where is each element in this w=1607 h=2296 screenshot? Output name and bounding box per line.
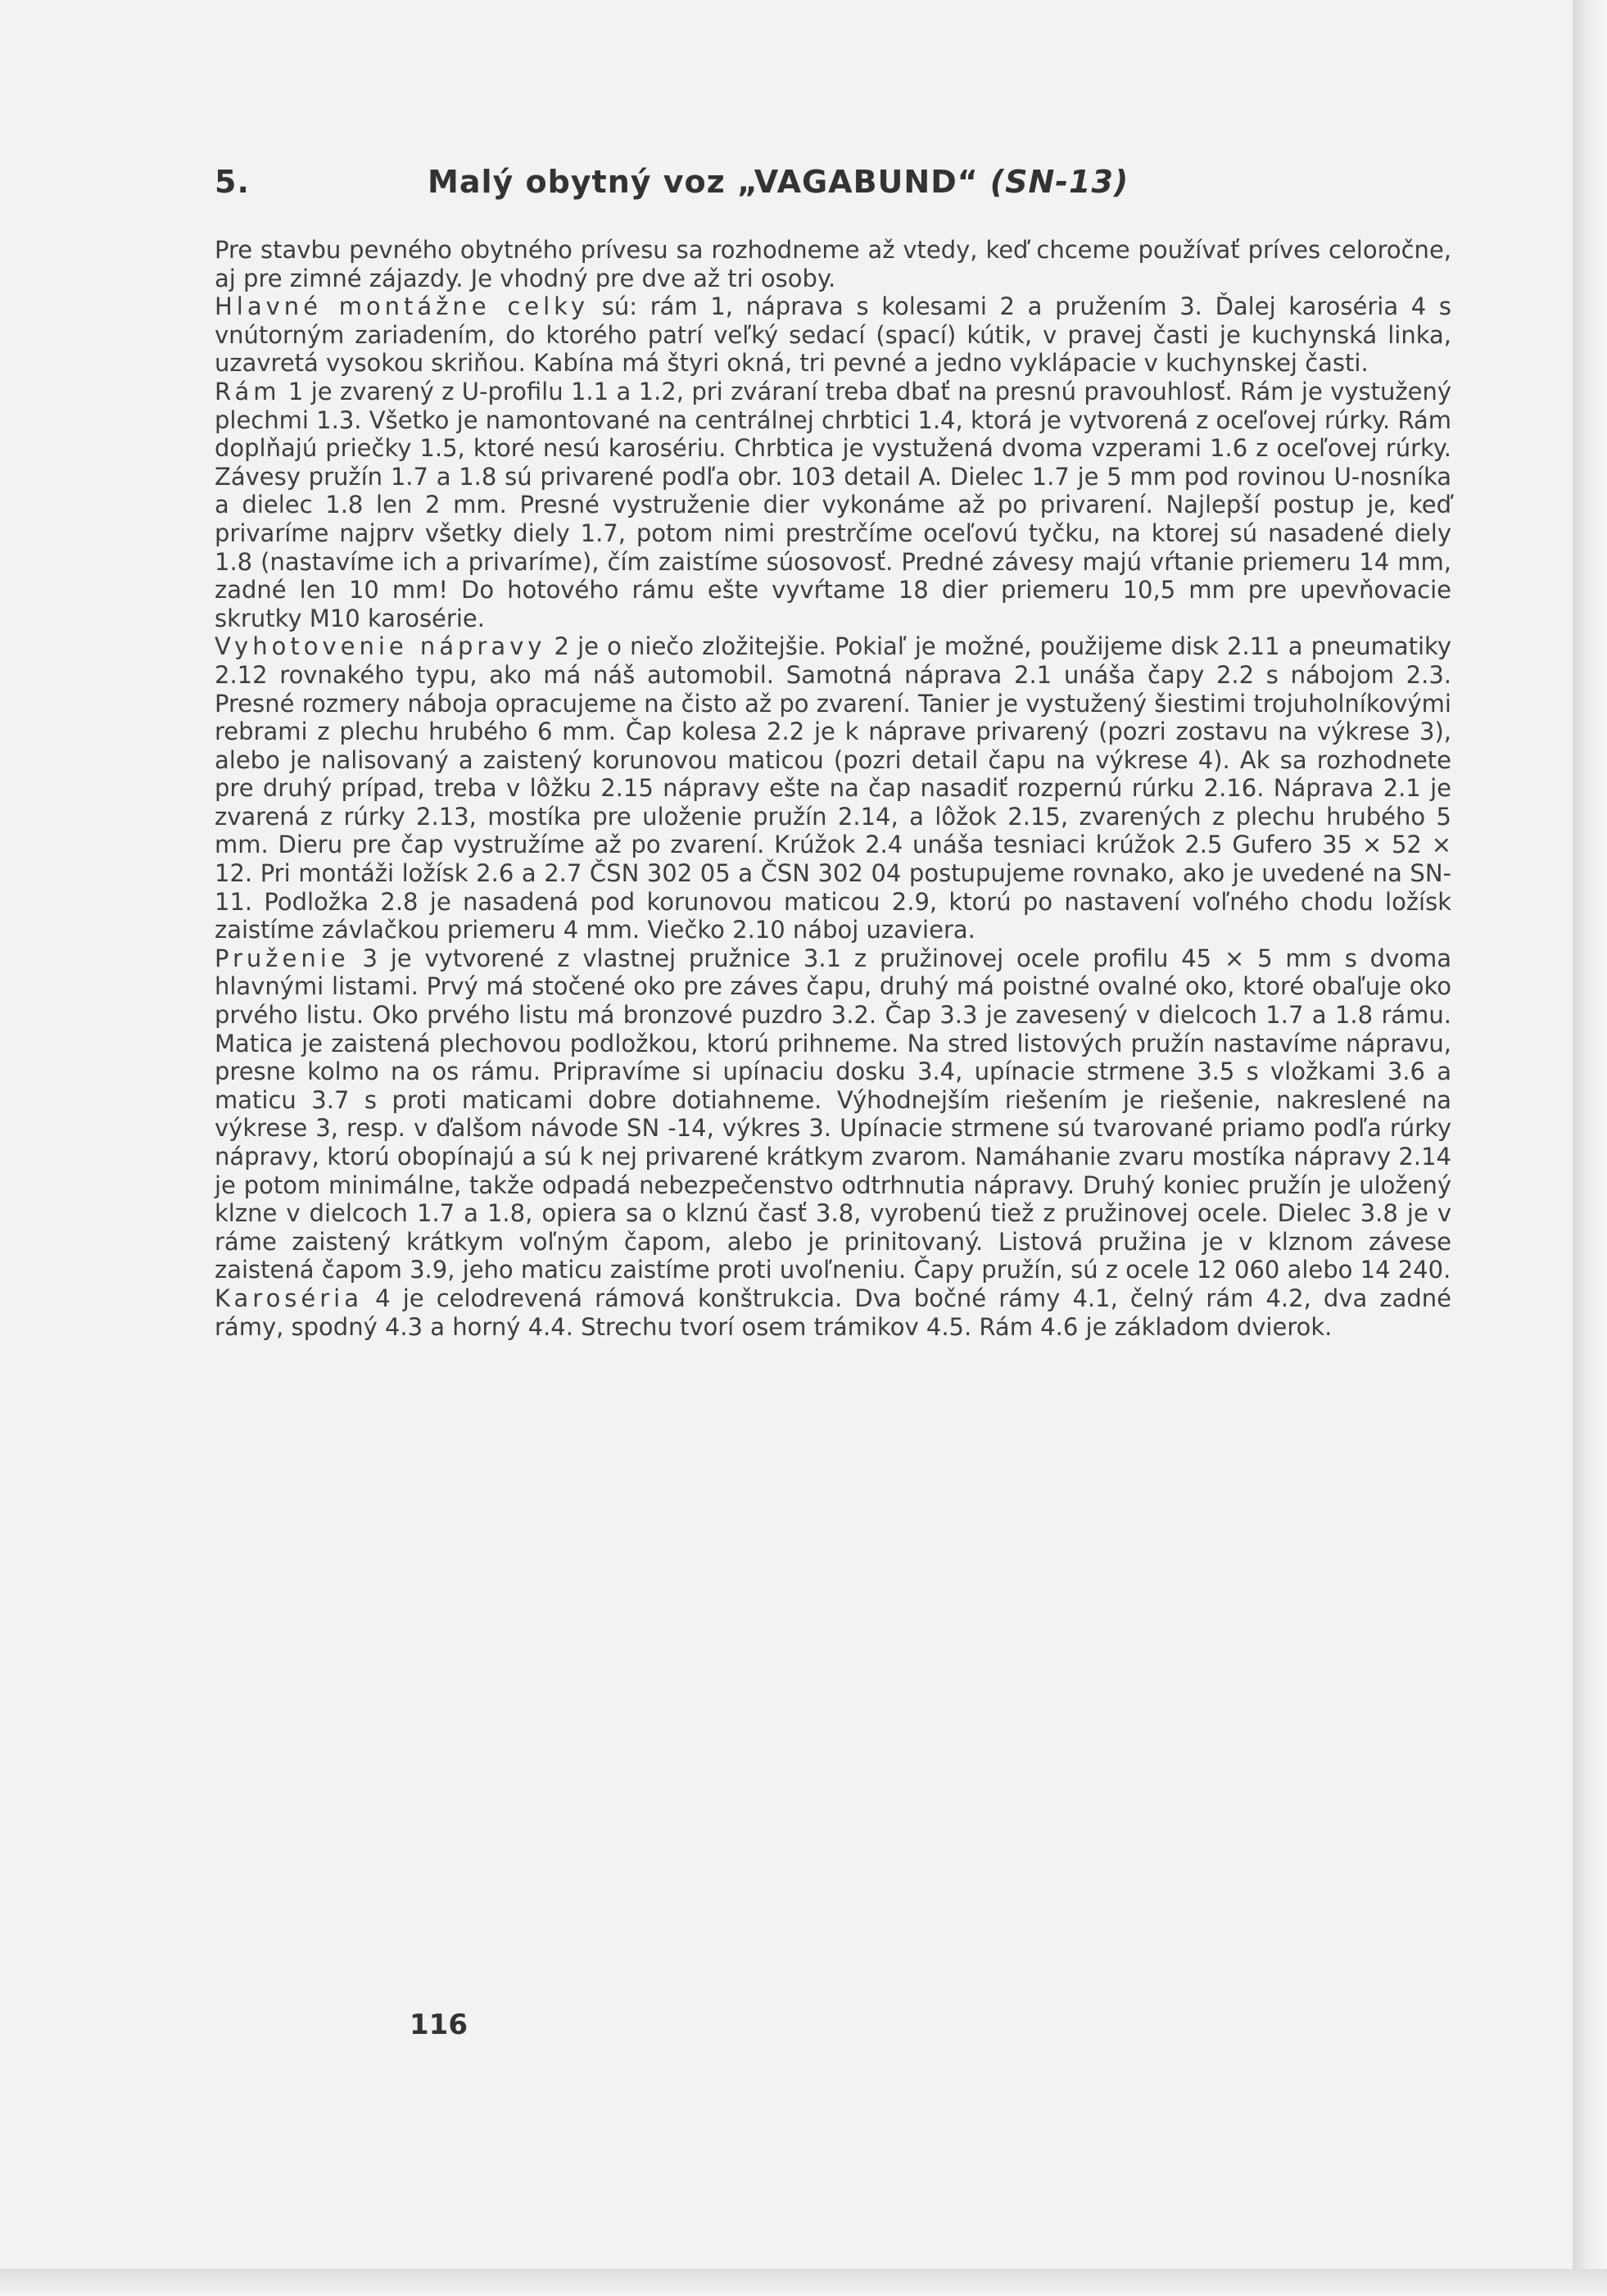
paragraph-lead: Pruženie (215, 944, 350, 972)
section-code: (SN-13) (989, 164, 1129, 200)
paragraph-axle (215, 632, 1451, 944)
paragraph-text: sú: rám 1, náprava s kolesami 2 a pružením 3. Ďalej karoséria 4 s vnútorným zariadením, do ktorého patrí veľký sedací (spací) kútik, v pravej časti je kuchynská linka, uzavretá vysokou skriňou. Kabína má štyri okná, tri pevné a jedno vyklápacie v kuchynskej časti. (215, 292, 1451, 378)
paragraph-lead: Karoséria (215, 1284, 364, 1312)
paragraph-text: Pre stavbu pevného obytného prívesu sa rozhodneme až vtedy, keď chceme používať príves celoročne, aj pre zimné zájazdy. Je vhodný pre dve až tri osoby. (215, 236, 1451, 292)
paragraph-frame (215, 378, 1451, 632)
body-text (215, 236, 1451, 1341)
paragraph-body (215, 1284, 1451, 1341)
section-title: Malý obytný voz „VAGABUND“ (428, 164, 979, 200)
paragraph-lead: Hlavné montážne celky (215, 292, 590, 321)
paragraph-text: 3 je vytvorené z vlastnej pružnice 3.1 z pružinovej ocele profilu 45 × 5 mm s dvoma hlavnými listami. Prvý má stočené oko pre záves čapu, druhý má poistné ovalné oko, ktoré obaľuje oko prvého listu. Oko prvého listu má bronzové puzdro 3.2. Čap 3.3 je zavesený v dielcoch 1.7 a 1.8 rámu. Matica je zaistená plechovou podložkou, ktorú prihneme. Na stred listových pružín nastavíme nápravu, presne kolmo na os rámu. Pripravíme si upínaciu dosku 3.4, upínacie strmene 3.5 s vložkami 3.6 a maticu 3.7 s proti maticami dobre dotiahneme. Výhodnejším riešením je riešenie, nakreslené na výkrese 3, resp. v ďalšom návode SN -14, výkres 3. Upínacie strmene sú tvarované priamo podľa rúrky nápravy, ktorú obopínajú a sú k nej privarené krátkym zvarom. Namáhanie zvaru mostíka nápravy 2.14 je potom minimálne, takže odpadá nebezpečenstvo odtrhnutia nápravy. Druhý koniec pružín je uložený klzne v dielcoch 1.7 a 1.8, opiera sa o klznú časť 3.8, vyrobenú tiež z pružinovej ocele. Dielec 3.8 je v ráme zaistený krátkym voľným čapom, alebo je prinitovaný. Listová pružina je v klznom závese zaistená čapom 3.9, jeho maticu zaistíme proti uvoľneniu. Čapy pružín, sú z ocele 12 060 alebo 14 240. (215, 944, 1451, 1284)
paragraph-text: 1 je zvarený z U-profilu 1.1 a 1.2, pri zváraní treba dbať na presnú pravouhlosť. Rám je vystužený plechmi 1.3. Všetko je namontované na centrálnej chrbtici 1.4, ktorá je vytvorená z oceľovej rúrky. Rám doplňajú priečky 1.5, ktoré nesú karosériu. Chrbtica je vystužená dvoma vzperami 1.6 z oceľovej rúrky. Závesy pružín 1.7 a 1.8 sú privarené podľa obr. 103 detail A. Dielec 1.7 je 5 mm pod rovinou U-nosníka a dielec 1.8 len 2 mm. Presné vystruženie dier vykonáme až po privarení. Najlepší postup je, keď privaríme najprv všetky diely 1.7, potom nimi prestrčíme oceľovú tyčku, na ktorej sú nasadené diely 1.8 (nastavíme ich a privaríme), čím zaistíme súosovosť. Predné závesy majú vŕtanie priemeru 14 mm, zadné len 10 mm! Do hotového rámu ešte vyvŕtame 18 dier priemeru 10,5 mm pre upevňovacie skrutky M10 karosérie. (215, 377, 1451, 632)
page-number: 116 (410, 2008, 468, 2041)
paragraph-suspension (215, 944, 1451, 1284)
page-content (215, 164, 1451, 1341)
section-number: 5. (215, 164, 250, 200)
paragraph-intro (215, 236, 1451, 292)
page-edge-bottom (0, 2269, 1607, 2296)
section-heading (215, 164, 1451, 200)
page-edge-right (1573, 0, 1607, 2296)
paragraph-lead: Vyhotovenie nápravy (215, 632, 546, 661)
paragraph-text: 4 je celodrevená rámová konštrukcia. Dva bočné rámy 4.1, čelný rám 4.2, dva zadné rámy, spodný 4.3 a horný 4.4. Strechu tvorí osem trámikov 4.5. Rám 4.6 je základom dvierok. (215, 1284, 1451, 1341)
paragraph-lead: Rám (215, 377, 281, 405)
paragraph-text: 2 je o niečo zložitejšie. Pokiaľ je možné, použijeme disk 2.11 a pneumatiky 2.12 rovnakého typu, ako má náš automobil. Samotná náprava 2.1 unáša čapy 2.2 s nábojom 2.3. Presné rozmery náboja opracujeme na čisto až po zvarení. Tanier je vystužený šiestimi trojuholníkovými rebrami z plechu hrubého 6 mm. Čap kolesa 2.2 je k náprave privarený (pozri zostavu na výkrese 3), alebo je nalisovaný a zaistený korunovou maticou (pozri detail čapu na výkrese 4). Ak sa rozhodnete pre druhý prípad, treba v lôžku 2.15 nápravy ešte na čap nasadiť rozpernú rúrku 2.16. Náprava 2.1 je zvarená z rúrky 2.13, mostíka pre uloženie pružín 2.14, a lôžok 2.15, zvarených z plechu hrubého 5 mm. Dieru pre čap vystružíme až po zvarení. Krúžok 2.4 unáša tesniaci krúžok 2.5 Gufero 35 × 52 × 12. Pri montáži ložísk 2.6 a 2.7 ČSN 302 05 a ČSN 302 04 postupujeme rovnako, ako je uvedené na SN-11. Podložka 2.8 je nasadená pod korunovou maticou 2.9, ktorú po nastavení voľného chodu ložísk zaistíme závlačkou priemeru 4 mm. Viečko 2.10 náboj uzaviera. (215, 632, 1451, 944)
paragraph-main-assemblies (215, 292, 1451, 378)
